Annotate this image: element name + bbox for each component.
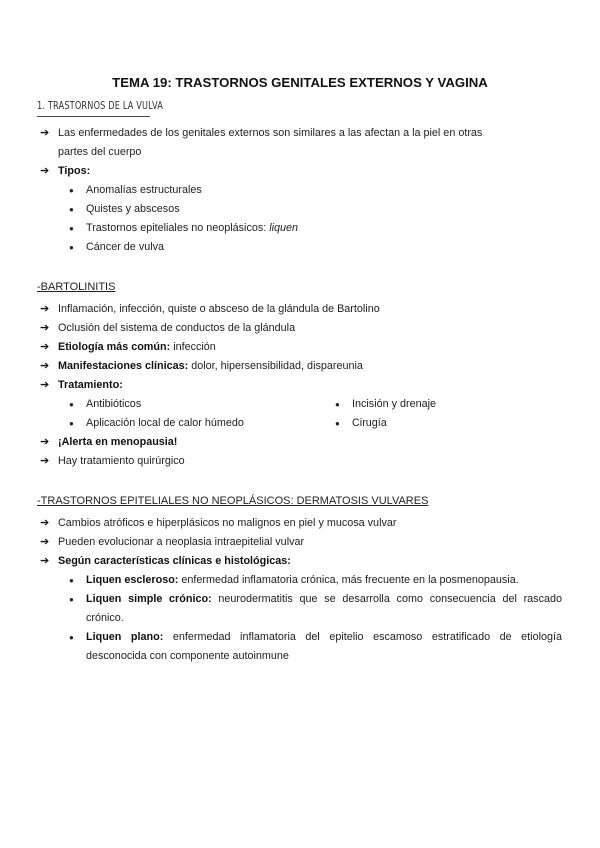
bullet-icon: ● xyxy=(69,595,74,604)
arrow-icon: ➔ xyxy=(40,322,50,334)
bullet-icon: ● xyxy=(69,576,74,585)
tipo-text: Cáncer de vulva xyxy=(86,241,165,253)
bullet-icon: ● xyxy=(69,224,74,233)
arrow-icon: ➔ xyxy=(40,165,50,177)
intro-text-cont: partes del cuerpo xyxy=(58,146,142,158)
arrow-icon: ➔ xyxy=(40,555,50,567)
bullet-icon: ● xyxy=(335,400,340,409)
tipo-text: Anomalías estructurales xyxy=(86,184,202,196)
liquen-simple-label: Liquen simple crónico: xyxy=(86,593,212,605)
segun-label: Según características clínicas e histológicas: xyxy=(58,555,291,567)
arrow-icon: ➔ xyxy=(40,536,50,548)
liquen-plano-value: enfermedad inflamatoria del epitelio escamoso estratificado de etiología xyxy=(172,631,562,643)
tratamiento-text: Cirugía xyxy=(352,417,387,429)
bullet-icon: ● xyxy=(69,633,74,642)
arrow-icon: ➔ xyxy=(40,436,50,448)
tipo-text xyxy=(86,219,298,238)
section-heading-dermatosis: -TRASTORNOS EPITELIALES NO NEOPLÁSICOS: DERMATOSIS VULVARES xyxy=(37,495,429,507)
section-heading-vulva: 1. TRASTORNOS DE LA VULVA xyxy=(37,100,163,112)
liquen-plano-value-cont: desconocida con componente autoinmune xyxy=(86,650,289,662)
item-text: Hay tratamiento quirúrgico xyxy=(58,455,185,467)
tratamiento-text: Aplicación local de calor húmedo xyxy=(86,417,244,429)
tipo-text-italic: liquen xyxy=(269,222,299,234)
liquen-escleroso-value: enfermedad inflamatoria crónica, más frecuente en la posmenopausia. xyxy=(181,574,519,586)
arrow-icon: ➔ xyxy=(40,517,50,529)
item-text: Cambios atróficos e hiperplásicos no malignos en piel y mucosa vulvar xyxy=(58,517,397,529)
arrow-icon: ➔ xyxy=(40,127,50,139)
liquen-plano-label: Liquen plano: xyxy=(86,631,164,643)
bullet-icon: ● xyxy=(69,205,74,214)
section-heading-bartolinitis: -BARTOLINITIS xyxy=(37,281,116,293)
page-title: TEMA 19: TRASTORNOS GENITALES EXTERNOS Y VAGINA xyxy=(112,75,488,90)
section-heading-underline xyxy=(37,116,150,117)
tipo-text-main: Trastornos epiteliales no neoplásicos: xyxy=(86,222,267,234)
etiologia-label: Etiología más común: xyxy=(58,341,171,353)
tratamiento-label: Tratamiento: xyxy=(58,379,123,391)
arrow-icon: ➔ xyxy=(40,303,50,315)
alerta-text: ¡Alerta en menopausia! xyxy=(58,436,178,448)
tratamiento-text: Incisión y drenaje xyxy=(352,398,437,410)
bullet-icon: ● xyxy=(69,186,74,195)
tratamiento-text: Antibióticos xyxy=(86,398,142,410)
arrow-icon: ➔ xyxy=(40,341,50,353)
liquen-simple-value-cont: crónico. xyxy=(86,612,124,624)
arrow-icon: ➔ xyxy=(40,379,50,391)
bullet-icon: ● xyxy=(335,419,340,428)
tipos-label: Tipos: xyxy=(58,165,91,177)
bullet-icon: ● xyxy=(69,419,74,428)
manifestaciones-label: Manifestaciones clínicas: xyxy=(58,360,189,372)
bullet-icon: ● xyxy=(69,243,74,252)
arrow-icon: ➔ xyxy=(40,360,50,372)
manifestaciones-value: dolor, hipersensibilidad, dispareunia xyxy=(191,360,363,372)
tipo-text: Quistes y abscesos xyxy=(86,203,180,215)
item-text: Pueden evolucionar a neoplasia intraepitelial vulvar xyxy=(58,536,305,548)
liquen-simple-value: neurodermatitis que se desarrolla como consecuencia del rascado xyxy=(218,593,562,605)
item-text: Oclusión del sistema de conductos de la glándula xyxy=(58,322,296,334)
intro-text: Las enfermedades de los genitales externos son similares a las afectan a la piel en otras xyxy=(58,127,483,139)
arrow-icon: ➔ xyxy=(40,455,50,467)
item-text: Inflamación, infección, quiste o absceso de la glándula de Bartolino xyxy=(58,303,380,315)
etiologia-value: infección xyxy=(173,341,216,353)
bullet-icon: ● xyxy=(69,400,74,409)
liquen-escleroso-label: Liquen escleroso: xyxy=(86,574,179,586)
